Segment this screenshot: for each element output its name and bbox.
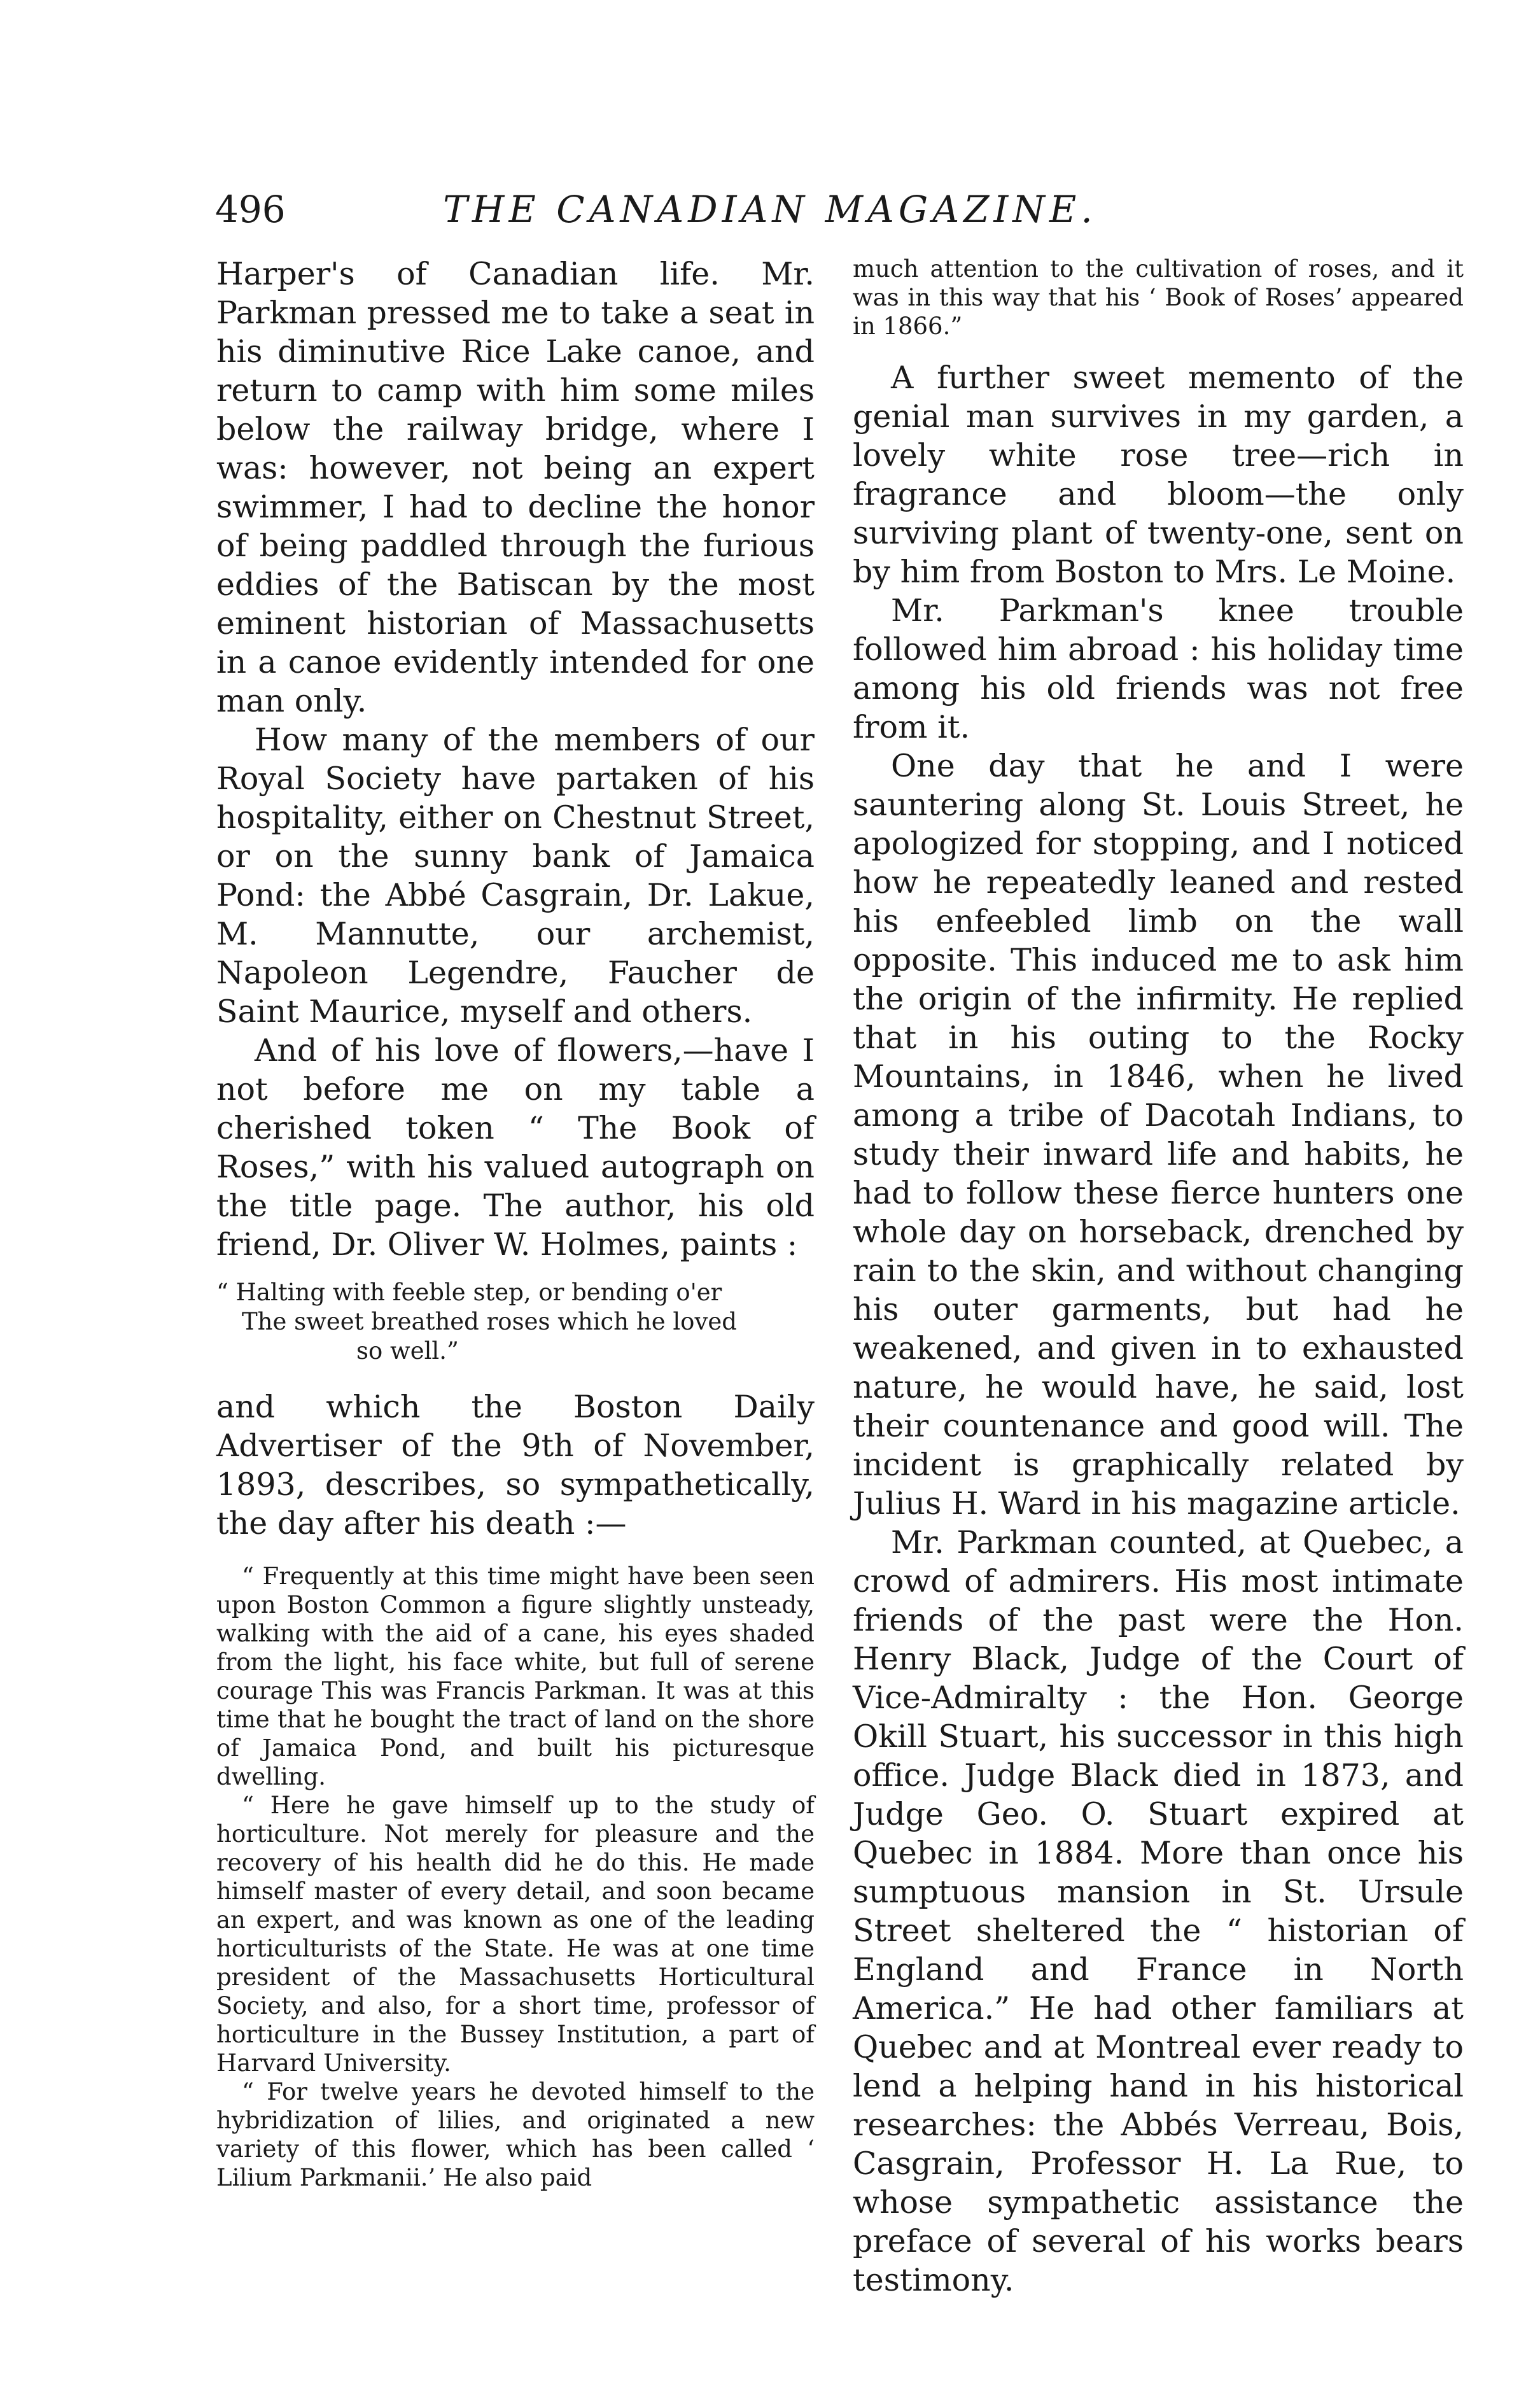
verse-quotation [216, 1278, 815, 1366]
paragraph: and which the Boston Daily Advertiser of the 9th of November, 1893, describes, so sympathetically, the day after his death :— [216, 1389, 815, 1542]
page-number: 496 [215, 188, 286, 231]
paragraph: One day that he and I were sauntering along St. Louis Street, he apologized for stopping, and I noticed how he repeatedly leaned and rested his enfeebled limb on the wall opposite. This induced me to ask him the origin of the infirmity. He replied that in his outing to the Rocky Mountains, in 1846, when he lived among a tribe of Dacotah Indians, to study their inward life and habits, he had to follow these fierce hunters one whole day on horseback, drenched by rain to the skin, and without changing his outer garments, but had he weakened, and given in to exhausted nature, he would have, he said, lost their countenance and good will. The incident is graphically related by Julius H. Ward in his magazine article. [853, 748, 1464, 1522]
right-column [853, 255, 1464, 2300]
block-quote: “ For twelve years he devoted himself to the hybridization of lilies, and originated a new variety of this flower, which has been called ‘ Lilium Parkmanii.’ He also paid [216, 2078, 815, 2191]
paragraph: Harper's of Canadian life. Mr. Parkman pressed me to take a seat in his diminutive Rice Lake canoe, and return to camp with him some miles below the railway bridge, where I was: however, not being an expert swimmer, I had to decline the honor of being paddled through the furious eddies of the Batiscan by the most eminent historian of Massachusetts in a canoe evidently intended for one man only. [216, 256, 815, 719]
left-column [216, 255, 815, 2192]
running-title: THE CANADIAN MAGAZINE. [443, 188, 1097, 231]
verse-line: The sweet breathed roses which he loved [242, 1308, 737, 1335]
block-quote-continued: much attention to the cultivation of roses, and it was in this way that his ‘ Book of Roses’ appeared in 1866.” [853, 255, 1464, 340]
paragraph: Mr. Parkman's knee trouble followed him abroad : his holiday time among his old friends was not free from it. [853, 593, 1464, 745]
verse-line: so well.” [356, 1337, 459, 1365]
paragraph: Mr. Parkman counted, at Quebec, a crowd of admirers. His most intimate friends of the past were the Hon. Henry Black, Judge of the Court of Vice-Admiralty : the Hon. George Okill Stuart, his successor in this high office. Judge Black died in 1873, and Judge Geo. O. Stuart expired at Quebec in 1884. More than once his sumptuous mansion in St. Ursule Street sheltered the “ historian of England and France in North America.” He had other familiars at Quebec and at Montreal ever ready to lend a helping hand in his historical researches: the Abbés Verreau, Bois, Casgrain, Professor H. La Rue, to whose sympathetic assistance the preface of several of his works bears testimony. [853, 1524, 1464, 2298]
verse-line: “ Halting with feeble step, or bending o'er [216, 1279, 722, 1306]
block-quote: “ Here he gave himself up to the study of horticulture. Not merely for pleasure and the recovery of his health did he do this. He made himself master of every detail, and soon became an expert, and was known as one of the leading horticulturists of the State. He was at one time president of the Massachusetts Horticultural Society, and also, for a short time, professor of horticulture in the Bussey Institution, a part of Harvard University. [216, 1792, 815, 2077]
page-header [0, 188, 1540, 245]
block-quote: “ Frequently at this time might have been seen upon Boston Common a figure slightly unsteady, walking with the aid of a cane, his eyes shaded from the light, his face white, but full of serene courage This was Francis Parkman. It was at this time that he bought the tract of land on the shore of Jamaica Pond, and built his picturesque dwelling. [216, 1563, 815, 1790]
paragraph: A further sweet memento of the genial man survives in my garden, a lovely white rose tree—rich in fragrance and bloom—the only surviving plant of twenty-one, sent on by him from Boston to Mrs. Le Moine. [853, 360, 1464, 590]
paragraph: And of his love of flowers,—have I not before me on my table a cherished token “ The Book of Roses,” with his valued autograph on the title page. The author, his old friend, Dr. Oliver W. Holmes, paints : [216, 1032, 815, 1263]
paragraph: How many of the members of our Royal Society have partaken of his hospitality, either on Chestnut Street, or on the sunny bank of Jamaica Pond: the Abbé Casgrain, Dr. Lakue, M. Mannutte, our archemist, Napoleon Legendre, Faucher de Saint Maurice, myself and others. [216, 722, 815, 1030]
